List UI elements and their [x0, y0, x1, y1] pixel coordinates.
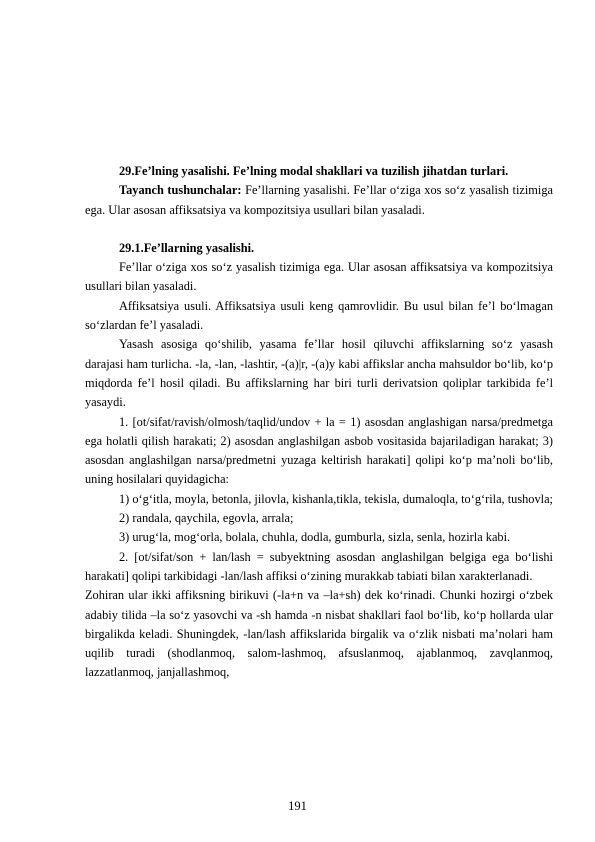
keywords-text: Fe’llarning yasalishi. Fe’llar o‘ziga xos so‘z yasalish tizimiga ega. Ular asosan affiksatsiya va kompozitsiya usullari bilan yasaladi. [85, 183, 553, 217]
page-content [85, 162, 553, 683]
body-paragraph: Fe’llar o‘ziga xos so‘z yasalish tizimiga ega. Ular asosan affiksatsiya va kompozitsiya usullari bilan yasaladi. [85, 260, 553, 294]
section-title: 29.Fe’lning yasalishi. Fe’lning modal shakllari va tuzilish jihatdan turlari. [119, 164, 509, 178]
body-paragraph: 1. [ot/sifat/ravish/olmosh/taqlid/undov + la = 1) asosdan anglashigan narsa/predmetga ega holatli qilish harakati; 2) asosdan anglashilgan asbob vositasida bajariladigan harakat; 3) asosdan anglashilgan narsa/predmetni yuzaga keltirish harakati] qolipi ko‘p ma’noli bo‘lib, uning hosilalari quyidagicha: [85, 414, 553, 487]
body-paragraph: 1) o‘g‘itla, moyla, betonla, jilovla, kishanla,tikla, tekisla, dumaloqla, to‘g‘rila, tushovla; [119, 491, 553, 506]
keywords-paragraph [85, 181, 553, 220]
body-paragraph: 2. [ot/sifat/son + lan/lash = subyektning asosdan anglashilgan belgiga ega bo‘lishi harakati] qolipi tarkibidagi -lan/lash affiksi o‘zining murakkab tabiati bilan xarakterlanadi. [85, 549, 553, 583]
subsection-title: 29.1.Fe’llarning yasalishi. [119, 240, 255, 255]
keywords-label: Tayanch tushunchalar: [119, 183, 242, 198]
spacer [85, 220, 553, 239]
body-paragraph: Affiksatsiya usuli. Affiksatsiya usuli keng qamrovlidir. Bu usul bilan fe’l bo‘lmagan so‘zlardan fe’l yasaladi. [85, 298, 553, 333]
body-paragraph: Yasash asosiga qo‘shilib, yasama fe’llar hosil qiluvchi affikslarning so‘z yasash darajasi ham turlicha. -la, -lan, -lashtir, -(a)|r, -(a)y kabi affikslar ancha mahsuldor bo‘lib, ko‘p miqdorda fe’l hosil qiladi. Bu affikslarning har biri turli derivatsion qoliplar tarkibida fe’l yasaydi. [85, 337, 553, 410]
body-paragraph: 3) urug‘la, mog‘orla, bolala, chuhla, dodla, gumburla, sizla, senla, hozirla kabi. [119, 530, 511, 545]
body-paragraph: Zohiran ular ikki affiksning birikuvi (-la+n va –la+sh) dek ko‘rinadi. Chunki hozirgi o‘zbek adabiy tilida –la so‘z yasovchi va -sh hamda -n nisbat shakllari faol bo‘lib, ko‘p hollarda ular birgalikda keladi. Shuningdek, -lan/lash affikslarida birgalik va o‘zlik nisbati ma’nolari ham uqilib turadi (shodlanmoq, salom-lashmoq, afsuslanmoq, ajablanmoq, zavqlanmoq, lazzatlanmoq, janjallashmoq, [85, 588, 553, 680]
body-paragraph: 2) randala, qaychila, egovla, arrala; [119, 511, 294, 526]
page-number: 191 [288, 799, 307, 813]
